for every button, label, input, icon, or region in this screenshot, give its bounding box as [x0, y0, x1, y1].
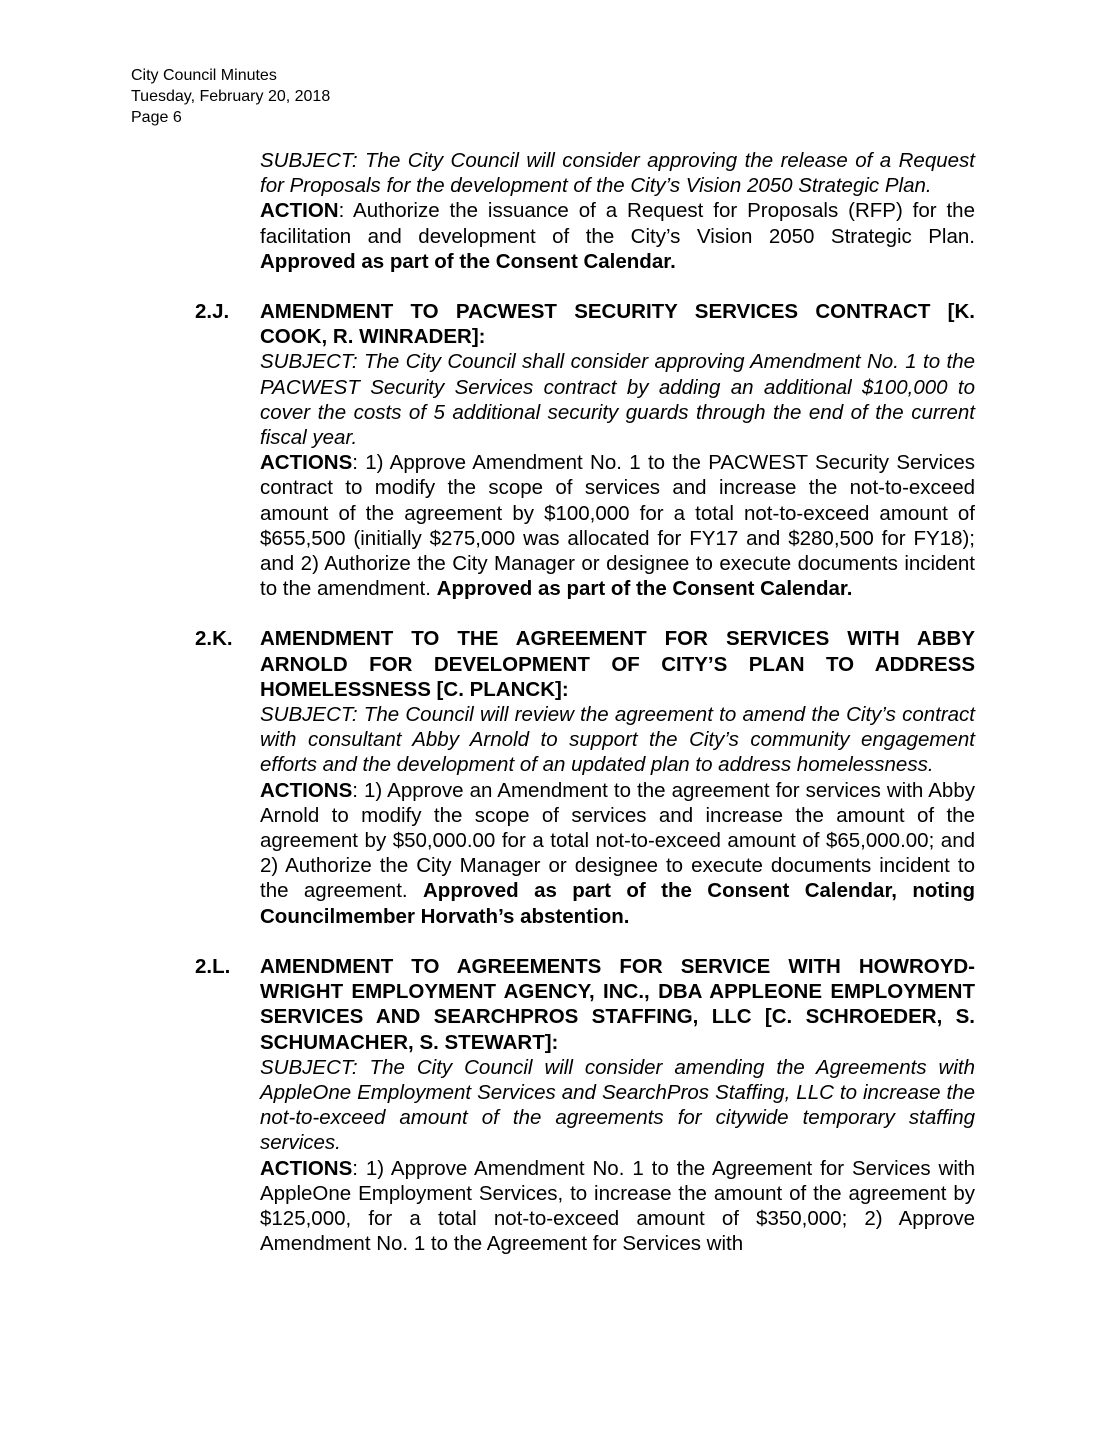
action-label: ACTION [260, 199, 339, 223]
item-action [260, 450, 975, 601]
action-text: : 1) Approve Amendment No. 1 to the PACWEST Security Services contract to modify the scope of services and increase the not-to-exceed amount of the agreement by $100,000 for a total not-to-exceed amount of $655,500 (initially $275,000 was allocated for FY17 and $280,500 for FY18); and 2) Authorize the City Manager or designee to execute documents incident to the amendment. [260, 451, 975, 601]
item-subject: SUBJECT: The City Council shall consider approving Amendment No. 1 to the PACWEST Security Services contract by adding an additional $100,000 to cover the costs of 5 additional security guards through the end of the current fiscal year. [260, 350, 975, 450]
item-subject: SUBJECT: The City Council will consider approving the release of a Request for Proposals for the development of the City’s Vision 2050 Strategic Plan. [260, 149, 975, 198]
page-header [131, 65, 330, 128]
minutes-body [195, 148, 975, 1256]
action-result: Approved as part of the Consent Calendar. [436, 577, 853, 601]
action-result: Approved as part of the Consent Calendar. [260, 249, 676, 273]
action-label: ACTIONS [260, 451, 353, 475]
item-action [260, 198, 975, 274]
item-action [260, 778, 975, 929]
item-title: AMENDMENT TO PACWEST SECURITY SERVICES CONTRACT [K. COOK, R. WINRADER]: [260, 300, 975, 349]
agenda-item-2l [195, 954, 975, 1256]
item-action [260, 1156, 975, 1257]
page-number: Page 6 [131, 109, 182, 126]
continued-item [260, 148, 975, 274]
item-number: 2.J. [195, 300, 230, 324]
item-subject: SUBJECT: The Council will review the agreement to amend the City’s contract with consultant Abby Arnold to support the City’s community engagement efforts and the development of an updated plan to address homelessness. [260, 703, 975, 777]
document-title: City Council Minutes [131, 67, 277, 84]
action-label: ACTIONS [260, 1156, 353, 1180]
action-label: ACTIONS [260, 778, 353, 802]
action-text: : Authorize the issuance of a Request for Proposals (RFP) for the facilitation and development of the City’s Vision 2050 Strategic Plan. [260, 199, 975, 248]
meeting-date: Tuesday, February 20, 2018 [131, 88, 331, 105]
action-result: Approved as part of the Consent Calendar, noting Councilmember Horvath’s abstention. [260, 879, 975, 928]
agenda-item-2k [195, 626, 975, 928]
agenda-item-2j [195, 299, 975, 601]
item-number: 2.L. [195, 954, 231, 978]
item-subject: SUBJECT: The City Council will consider amending the Agreements with AppleOne Employment Services and SearchPros Staffing, LLC to increase the not-to-exceed amount of the agreements for citywide temporary staffing services. [260, 1055, 975, 1155]
action-text: : 1) Approve Amendment No. 1 to the Agreement for Services with AppleOne Employment Services, to increase the amount of the agreement by $125,000, for a total not-to-exceed amount of $350,000; 2) Approve Amendment No. 1 to the Agreement for Services with [260, 1156, 975, 1256]
item-title: AMENDMENT TO THE AGREEMENT FOR SERVICES WITH ABBY ARNOLD FOR DEVELOPMENT OF CITY’S PLAN TO ADDRESS HOMELESSNESS [C. PLANCK]: [260, 627, 975, 701]
action-text: : 1) Approve an Amendment to the agreement for services with Abby Arnold to modify the scope of services and increase the amount of the agreement by $50,000.00 for a total not-to-exceed amount of $65,000.00; and 2) Authorize the City Manager or designee to execute documents incident to the agreement. [260, 778, 975, 903]
item-number: 2.K. [195, 627, 233, 651]
item-title: AMENDMENT TO AGREEMENTS FOR SERVICE WITH HOWROYD-WRIGHT EMPLOYMENT AGENCY, INC., DBA APPLEONE EMPLOYMENT SERVICES AND SEARCHPROS STAFFING, LLC [C. SCHROEDER, S. SCHUMACHER, S. STEWART]: [260, 954, 975, 1054]
